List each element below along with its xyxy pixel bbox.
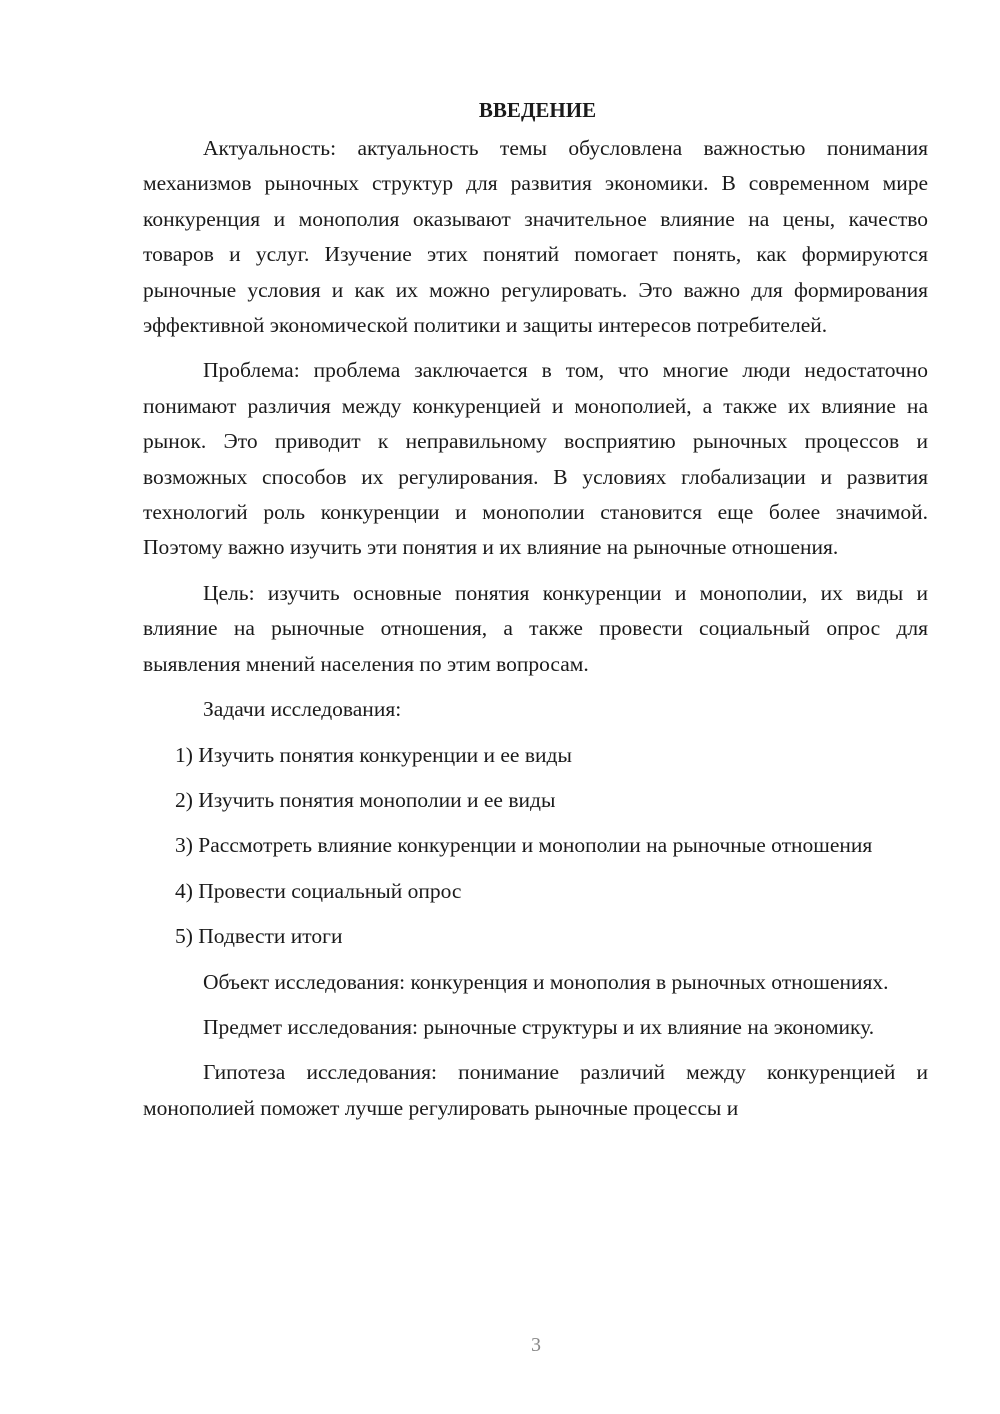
list-item: 2) Изучить понятия монополии и ее виды	[175, 787, 556, 812]
list-item: 4) Провести социальный опрос	[175, 878, 462, 903]
paragraph-object: Объект исследования: конкуренция и монополия в рыночных отношениях.	[203, 969, 889, 994]
document-page	[143, 92, 928, 1126]
paragraph-subject: Предмет исследования: рыночные структуры и их влияние на экономику.	[203, 1014, 875, 1039]
list-item: 3) Рассмотреть влияние конкуренции и монополии на рыночные отношения	[175, 833, 873, 858]
tasks-list	[143, 738, 928, 955]
section-title: ВВЕДЕНИЕ	[478, 98, 597, 122]
paragraph-problem: Проблема: проблема заключается в том, что многие люди недостаточно понимают различия между конкуренцией и монополией, а также их влияние на рынок. Это приводит к неправильному восприятию рыночных процессов и возможных способов их регулирования. В условиях глобализации и развития технологий роль конкуренции и монополии становится еще более значимой. Поэтому важно изучить эти понятия и их влияние на рыночные отношения.	[143, 358, 928, 560]
paragraph-relevance: Актуальность: актуальность темы обусловлена важностью понимания механизмов рыночных структур для развития экономики. В современном мире конкуренция и монополия оказывают значительное влияние на цены, качество товаров и услуг. Изучение этих понятий помогает понять, как формируются рыночные условия и как их можно регулировать. Это важно для формирования эффективной экономической политики и защиты интересов потребителей.	[143, 136, 928, 338]
paragraph-goal: Цель: изучить основные понятия конкуренции и монополии, их виды и влияние на рыночные отношения, а также провести социальный опрос для выявления мнений населения по этим вопросам.	[143, 580, 928, 676]
page-number: 3	[531, 1334, 541, 1356]
list-item: 5) Подвести итоги	[175, 924, 343, 949]
list-item: 1) Изучить понятия конкуренции и ее виды	[175, 742, 572, 767]
paragraph-hypothesis: Гипотеза исследования: понимание различий между конкуренцией и монополией поможет лучше регулировать рыночные процессы и	[143, 1060, 928, 1120]
tasks-heading: Задачи исследования:	[203, 697, 402, 722]
